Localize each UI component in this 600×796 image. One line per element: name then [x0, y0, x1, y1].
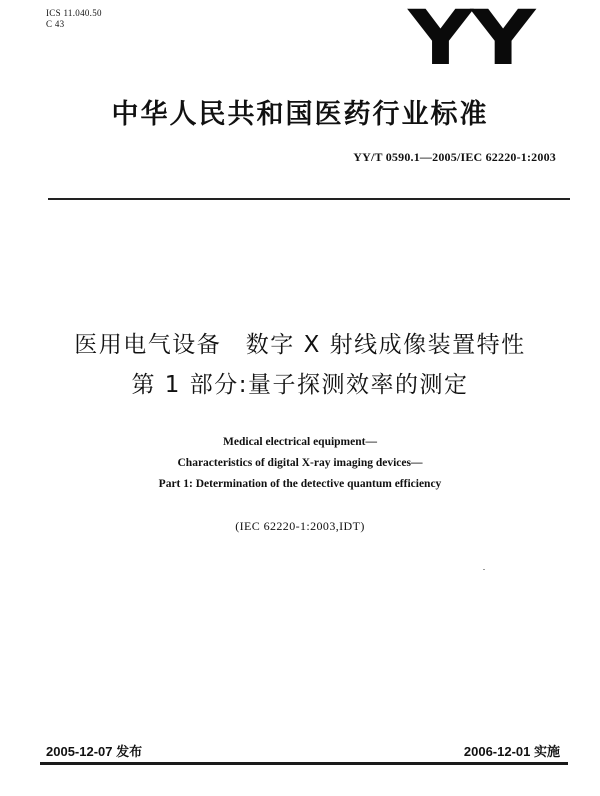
implementation-date: 2006-12-01 实施 [463, 744, 560, 759]
class-code: C 43 [46, 19, 65, 29]
document-title-en-line3: Part 1: Determination of the detective quantum efficiency [158, 478, 442, 490]
document-title-en-line1: Medical electrical equipment— [223, 436, 377, 448]
ics-code: ICS 11.040.50 [46, 8, 102, 18]
document-title-cn-line2: 第 1 部分:量子探测效率的测定 [131, 372, 469, 398]
document-title-cn-line1: 医用电气设备 数字 X 射线成像装置特性 [74, 332, 526, 358]
footer-divider [40, 762, 568, 765]
header-divider [48, 198, 570, 200]
equivalence-note: (IEC 62220-1:2003,IDT) [235, 519, 365, 533]
standard-category-title: 中华人民共和国医药行业标准 [111, 99, 489, 130]
document-title-en-line2: Characteristics of digital X-ray imaging devices— [177, 457, 423, 469]
yy-logo: YY [408, 0, 534, 82]
standard-number: YY/T 0590.1—2005/IEC 62220-1:2003 [353, 150, 556, 164]
classification-codes [46, 8, 102, 30]
issue-date: 2005-12-07 发布 [46, 744, 143, 759]
scan-speck [483, 569, 485, 570]
